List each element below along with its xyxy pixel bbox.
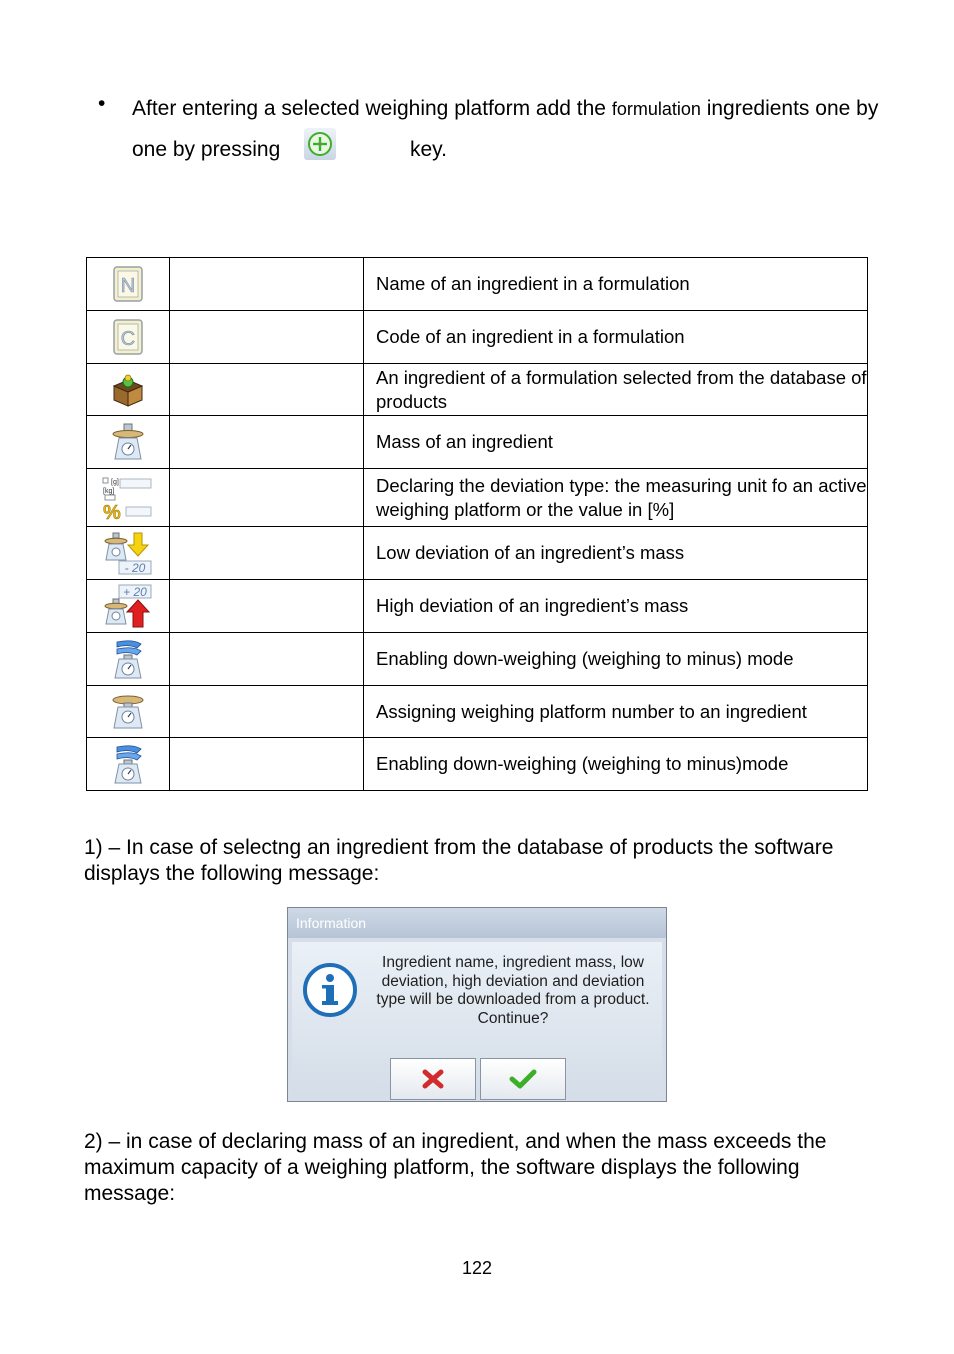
down-weighing-icon <box>111 743 145 785</box>
down-weighing-icon <box>111 638 145 680</box>
row-description: Assigning weighing platform number to an ingredient <box>364 686 868 738</box>
deviation-unit-label: [g] <box>111 478 119 486</box>
high-deviation-badge: + 20 <box>123 585 147 599</box>
note-1: 1) – In case of selectng an ingredient from the database of products the software displays the following message: <box>84 836 834 885</box>
intro-text-small: formulation <box>611 99 701 119</box>
row-description: Declaring the deviation type: the measuring unit fo an active weighing platform or the value in [%] <box>364 469 868 527</box>
cancel-button[interactable] <box>390 1058 476 1100</box>
table-row <box>87 633 868 686</box>
code-c-icon <box>111 318 145 356</box>
row-description: An ingredient of a formulation selected from the database of products <box>364 364 868 416</box>
table-row <box>87 527 868 580</box>
intro-paragraph <box>132 90 892 169</box>
low-deviation-badge: - 20 <box>124 561 146 575</box>
name-n-icon <box>111 265 145 303</box>
ingredient-parameters-table <box>86 257 868 791</box>
svg-text:C: C <box>120 328 136 350</box>
bullet-marker: • <box>98 92 106 115</box>
confirm-button[interactable] <box>480 1058 566 1100</box>
note-2: 2) – in case of declaring mass of an ingredient, and when the mass exceeds the maximum capacity of a weighing platform, the software displays the following message: <box>84 1130 827 1205</box>
row-description: Name of an ingredient in a formulation <box>364 258 868 311</box>
row-description: Enabling down-weighing (weighing to minus)mode <box>364 738 868 791</box>
high-deviation-icon <box>103 584 153 628</box>
add-ingredient-plus-icon[interactable] <box>304 128 336 160</box>
table-row <box>87 686 868 738</box>
checkmark-icon <box>508 1068 538 1090</box>
table-row <box>87 416 868 469</box>
deviation-unit-label-2: [kg] <box>103 487 115 495</box>
deviation-type-icon <box>100 474 156 522</box>
info-icon <box>302 962 358 1018</box>
intro-text-after: ingredients one by one by pressing <box>132 97 879 161</box>
low-deviation-icon <box>103 531 153 575</box>
svg-text:N: N <box>120 275 136 297</box>
row-description: Enabling down-weighing (weighing to minus) mode <box>364 633 868 686</box>
information-dialog <box>287 907 667 1102</box>
row-description: Code of an ingredient in a formulation <box>364 311 868 364</box>
row-description: Mass of an ingredient <box>364 416 868 469</box>
platform-number-icon <box>110 694 146 730</box>
dialog-body <box>292 942 662 1097</box>
deviation-percent-label: % <box>103 501 121 522</box>
table-row <box>87 364 868 416</box>
scale-mass-icon <box>110 422 146 462</box>
table-row <box>87 311 868 364</box>
product-database-icon <box>110 372 146 408</box>
page-number: 122 <box>461 1258 493 1278</box>
dialog-title: Information <box>288 908 666 938</box>
row-description: High deviation of an ingredient’s mass <box>364 580 868 633</box>
intro-text-before: After entering a selected weighing platform add the <box>132 97 606 120</box>
table-row <box>87 469 868 527</box>
intro-key-word: key. <box>409 138 447 161</box>
table-row <box>87 738 868 791</box>
row-description: Low deviation of an ingredient’s mass <box>364 527 868 580</box>
dialog-message: Ingredient name, ingredient mass, low deviation, high deviation and deviation type will be downloaded from a product. Continue? <box>376 954 650 1027</box>
cancel-x-icon <box>421 1068 445 1090</box>
table-row <box>87 580 868 633</box>
table-row <box>87 258 868 311</box>
